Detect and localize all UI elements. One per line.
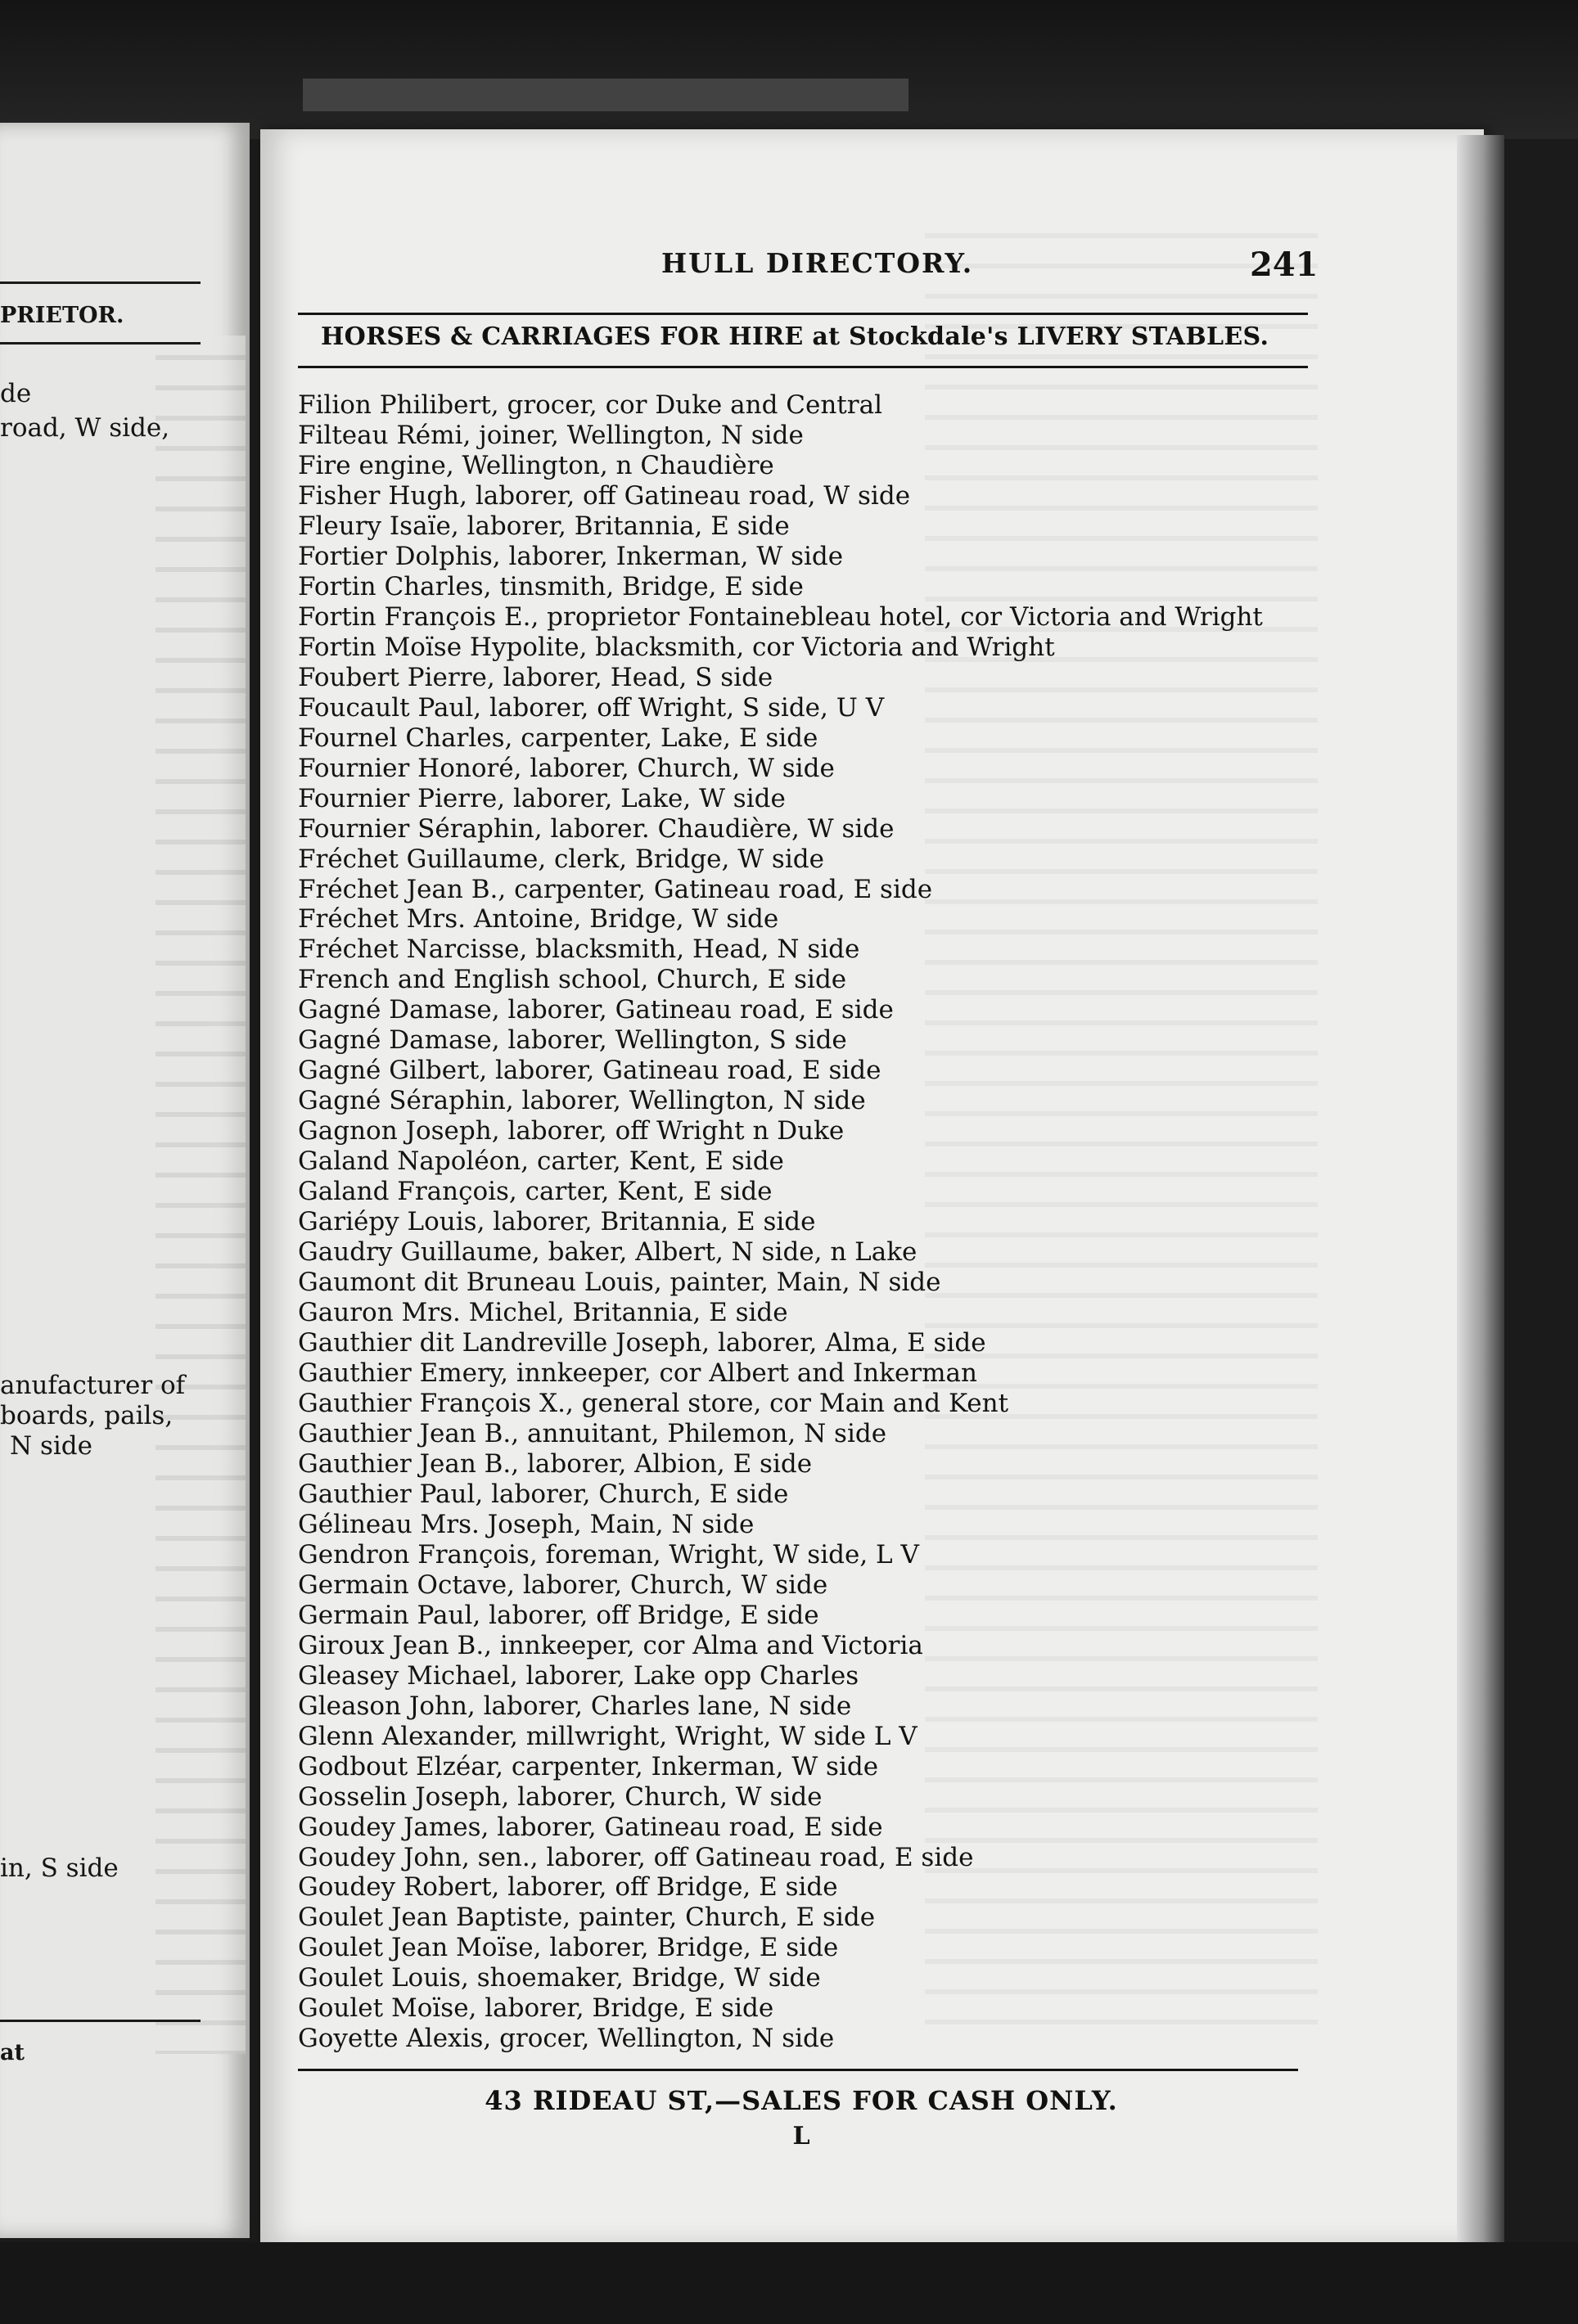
left-page-line-1: de: [0, 379, 32, 408]
directory-entry: Glenn Alexander, millwright, Wright, W side L V: [298, 1721, 917, 1751]
directory-entry: Fréchet Guillaume, clerk, Bridge, W side: [298, 844, 824, 874]
directory-entry: Germain Paul, laborer, off Bridge, E side: [298, 1600, 819, 1630]
directory-entry: Filteau Rémi, joiner, Wellington, N side: [298, 420, 804, 450]
directory-entry: Fortin Charles, tinsmith, Bridge, E side: [298, 571, 804, 601]
directory-entry: Goudey John, sen., laborer, off Gatineau road, E side: [298, 1842, 974, 1872]
directory-entry: Gariépy Louis, laborer, Britannia, E side: [298, 1207, 816, 1237]
left-page-fragments: [0, 1371, 185, 1462]
directory-entry: Fire engine, Wellington, n Chaudière: [298, 450, 774, 480]
directory-entry: Gaudry Guillaume, baker, Albert, N side, n Lake: [298, 1237, 917, 1268]
page-title: HULL DIRECTORY.: [661, 247, 974, 279]
directory-entry: French and English school, Church, E side: [298, 965, 847, 995]
directory-entry: Foubert Pierre, laborer, Head, S side: [298, 662, 773, 692]
directory-entry: Gleason John, laborer, Charles lane, N side: [298, 1691, 852, 1721]
left-page-heading-fragment: PRIETOR.: [0, 303, 124, 328]
directory-entry: Gaumont dit Bruneau Louis, painter, Main, N side: [298, 1268, 941, 1298]
directory-entry: Gagné Gilbert, laborer, Gatineau road, E side: [298, 1056, 881, 1086]
left-page-rule-under-heading: [0, 342, 201, 345]
directory-entry: Fortier Dolphis, laborer, Inkerman, W side: [298, 541, 844, 571]
directory-entry: Germain Octave, laborer, Church, W side: [298, 1570, 828, 1600]
directory-entry: Goyette Alexis, grocer, Wellington, N side: [298, 2024, 835, 2054]
directory-entry: Gagné Séraphin, laborer, Wellington, N side: [298, 1086, 866, 1116]
header-rule: [298, 313, 1308, 315]
left-page-line-6: in, S side: [0, 1853, 119, 1883]
directory-entry: Gauthier François X., general store, cor Main and Kent: [298, 1388, 1009, 1418]
signature-mark: L: [792, 2122, 810, 2151]
directory-entry: Gagné Damase, laborer, Wellington, S side: [298, 1025, 847, 1056]
directory-entry: Gauthier Emery, innkeeper, cor Albert and Inkerman: [298, 1358, 977, 1388]
page-number: 241: [1250, 245, 1319, 284]
directory-entry: Goudey Robert, laborer, off Bridge, E side: [298, 1872, 838, 1903]
directory-entry: Gosselin Joseph, laborer, Church, W side: [298, 1781, 823, 1812]
left-page-line-2: road, W side,: [0, 413, 170, 443]
directory-entry: Goulet Moïse, laborer, Bridge, E side: [298, 1993, 774, 2024]
directory-entry: Gauthier Jean B., annuitant, Philemon, N side: [298, 1418, 887, 1448]
banner-rule: [298, 366, 1308, 368]
advertisement-banner: HORSES & CARRIAGES FOR HIRE at Stockdale's LIVERY STABLES.: [321, 322, 1269, 351]
directory-entry: Filion Philibert, grocer, cor Duke and Central: [298, 390, 882, 420]
directory-entry: Galand François, carter, Kent, E side: [298, 1177, 773, 1207]
left-page-fragment: anufacturer of: [0, 1371, 186, 1400]
directory-entry: Gélineau Mrs. Joseph, Main, N side: [298, 1509, 755, 1539]
directory-entry: Foucault Paul, laborer, off Wright, S side, U V: [298, 692, 885, 723]
directory-entry: Fortin François E., proprietor Fontainebleau hotel, cor Victoria and Wright: [298, 601, 1263, 632]
directory-entry: Gauthier dit Landreville Joseph, laborer, Alma, E side: [298, 1328, 986, 1358]
directory-entry: Gendron François, foreman, Wright, W side, L V: [298, 1539, 919, 1570]
directory-entry: Gauthier Jean B., laborer, Albion, E side: [298, 1448, 813, 1479]
directory-entry: Gleasey Michael, laborer, Lake opp Charles: [298, 1660, 859, 1691]
directory-entry: Gagné Damase, laborer, Gatineau road, E side: [298, 995, 894, 1025]
directory-entry: Gauron Mrs. Michel, Britannia, E side: [298, 1298, 788, 1328]
directory-entry: Godbout Elzéar, carpenter, Inkerman, W side: [298, 1751, 879, 1781]
directory-entry: Goulet Louis, shoemaker, Bridge, W side: [298, 1963, 821, 1993]
directory-entry: Fournier Honoré, laborer, Church, W side: [298, 753, 835, 783]
scan-background-top: [0, 0, 1578, 139]
directory-entry: Fleury Isaïe, laborer, Britannia, E side: [298, 511, 790, 541]
directory-entry: Fréchet Jean B., carpenter, Gatineau road, E side: [298, 874, 933, 904]
left-page-bleedthrough: [156, 336, 246, 2054]
directory-entry: Fournier Séraphin, laborer. Chaudière, W side: [298, 813, 895, 844]
directory-entry: Galand Napoléon, carter, Kent, E side: [298, 1146, 784, 1177]
directory-entry: Fournier Pierre, laborer, Lake, W side: [298, 783, 786, 813]
directory-entry: Goulet Jean Baptiste, painter, Church, E side: [298, 1903, 876, 1933]
footer-advertisement: 43 RIDEAU ST,—SALES FOR CASH ONLY.: [485, 2085, 1118, 2116]
directory-entry: Gagnon Joseph, laborer, off Wright n Duke: [298, 1116, 845, 1146]
scan-background-bottom: [0, 2242, 1578, 2324]
left-page-rule-bottom: [0, 2020, 201, 2022]
directory-entry: Goudey James, laborer, Gatineau road, E side: [298, 1812, 883, 1842]
directory-entries: [298, 390, 1321, 2054]
directory-entry: Goulet Jean Moïse, laborer, Bridge, E side: [298, 1933, 839, 1963]
directory-entry: Fortin Moïse Hypolite, blacksmith, cor Victoria and Wright: [298, 632, 1055, 662]
left-page-bottom-fragment: at: [0, 2040, 25, 2065]
left-page-fragment: N side: [10, 1431, 92, 1461]
directory-entry: Gauthier Paul, laborer, Church, E side: [298, 1479, 789, 1509]
directory-entry: Fréchet Narcisse, blacksmith, Head, N side: [298, 935, 860, 965]
left-page-fragment: boards, pails,: [0, 1401, 174, 1430]
page-edge-shadow: [1457, 135, 1504, 2242]
directory-entry: Giroux Jean B., innkeeper, cor Alma and Victoria: [298, 1630, 923, 1660]
scan-artifact-strip: [303, 79, 908, 111]
directory-entry: Fréchet Mrs. Antoine, Bridge, W side: [298, 904, 779, 935]
directory-entry: Fisher Hugh, laborer, off Gatineau road, W side: [298, 480, 911, 511]
footer-rule: [298, 2069, 1298, 2071]
left-page-rule-top: [0, 281, 201, 284]
directory-entry: Fournel Charles, carpenter, Lake, E side: [298, 723, 818, 753]
left-page: [0, 123, 250, 2238]
